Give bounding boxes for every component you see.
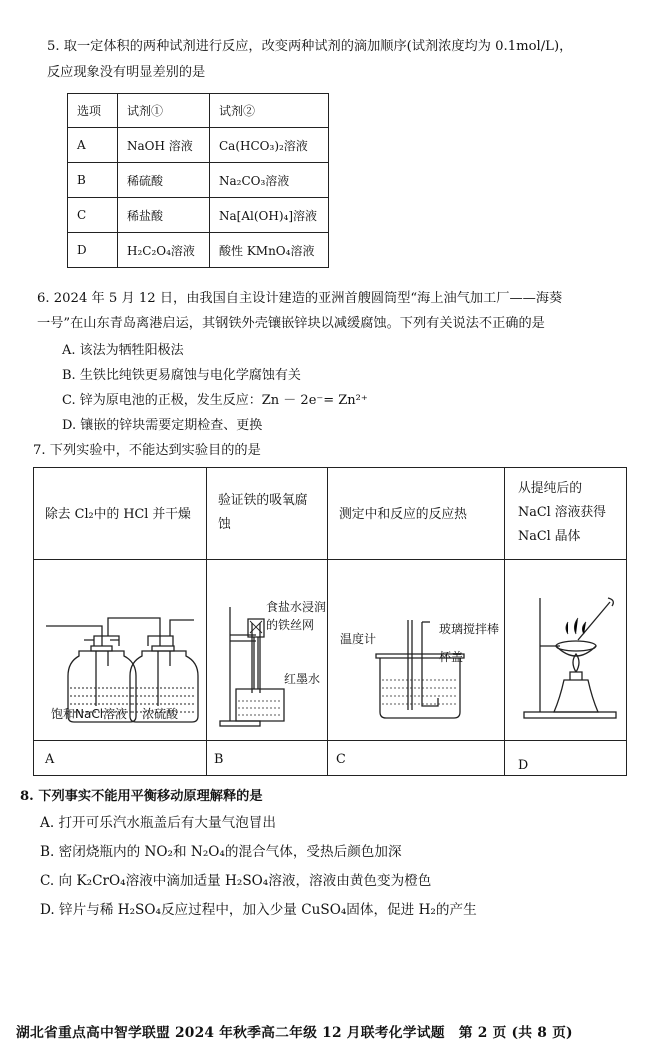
row-reagent-1: NaOH 溶液 <box>118 128 210 163</box>
q6-stem-line1: 6. 2024 年 5 月 12 日，由我国自主设计建造的亚洲首艘圆筒型“海上油气加工厂——海葵 <box>37 291 563 306</box>
q5-stem-line2: 反应现象没有明显差别的是 <box>47 65 206 80</box>
label-iron-wire-mesh: 的铁丝网 <box>266 618 315 632</box>
q8-option-c: C. 向 K₂CrO₄溶液中滴加适量 H₂SO₄溶液，溶液由黄色变为橙色 <box>40 873 432 889</box>
purpose-b-line1: 验证铁的吸氧腐 <box>218 493 308 508</box>
answer-d: D <box>518 758 529 773</box>
label-salt-water-soaked: 食盐水浸润 <box>266 600 327 614</box>
row-reagent-2: 酸性 KMnO₄溶液 <box>210 233 329 268</box>
row-option: C <box>68 198 118 233</box>
divider <box>206 468 207 775</box>
purpose-a: 除去 Cl₂中的 HCl 并干燥 <box>45 507 191 522</box>
q7-experiment-table <box>33 467 627 776</box>
q6-option-c: C. 锌为原电池的正极，发生反应：Zn － 2e⁻= Zn²⁺ <box>62 393 368 408</box>
q5-table <box>67 93 329 268</box>
row-reagent-2: Na[Al(OH)₄]溶液 <box>210 198 329 233</box>
divider <box>504 468 505 775</box>
answer-c: C <box>336 752 346 767</box>
table-row <box>68 128 329 163</box>
label-saturated-nacl: 饱和NaCl溶液 <box>51 707 128 721</box>
row-reagent-1: 稀盐酸 <box>118 198 210 233</box>
table-row <box>68 163 329 198</box>
row-reagent-1: H₂C₂O₄溶液 <box>118 233 210 268</box>
row-option: A <box>68 128 118 163</box>
q8-option-b: B. 密闭烧瓶内的 NO₂和 N₂O₄的混合气体，受热后颜色加深 <box>40 844 402 860</box>
q6-option-a: A. 该法为牺牲阳极法 <box>62 343 184 358</box>
purpose-d-line2: NaCl 溶液获得 <box>518 505 606 520</box>
table-row <box>68 198 329 233</box>
label-cup-lid: 杯盖 <box>439 650 464 664</box>
q8-option-d: D. 锌片与稀 H₂SO₄反应过程中，加入少量 CuSO₄固体，促进 H₂的产生 <box>40 902 477 918</box>
label-red-ink: 红墨水 <box>284 672 321 686</box>
divider <box>327 468 328 775</box>
row-reagent-2: Na₂CO₃溶液 <box>210 163 329 198</box>
header-option: 选项 <box>68 94 118 128</box>
q6-option-b: B. 生铁比纯铁更易腐蚀与电化学腐蚀有关 <box>62 368 301 383</box>
purpose-d-line3: NaCl 晶体 <box>518 529 581 544</box>
row-option: D <box>68 233 118 268</box>
row-reagent-2: Ca(HCO₃)₂溶液 <box>210 128 329 163</box>
q6-option-d: D. 镶嵌的锌块需要定期检查、更换 <box>62 418 263 433</box>
header-reagent-1: 试剂① <box>118 94 210 128</box>
diagram-d-evaporation <box>520 588 620 728</box>
divider <box>34 740 626 741</box>
q8-stem: 8. 下列事实不能用平衡移动原理解释的是 <box>20 789 263 804</box>
purpose-c: 测定中和反应的反应热 <box>339 507 467 522</box>
label-thermometer: 温度计 <box>340 632 377 646</box>
label-conc-sulfuric-acid: 浓硫酸 <box>142 707 179 721</box>
q5-stem-line1: 5. 取一定体积的两种试剂进行反应，改变两种试剂的滴加顺序(试剂浓度均为 0.1mol/L)， <box>47 39 573 54</box>
q6-stem-line2: 一号”在山东青岛离港启运，其钢铁外壳镶嵌锌块以减缓腐蚀。下列有关说法不正确的是 <box>37 316 545 331</box>
answer-b: B <box>214 752 224 767</box>
purpose-b-line2: 蚀 <box>218 517 231 532</box>
q8-option-a: A. 打开可乐汽水瓶盖后有大量气泡冒出 <box>40 815 276 831</box>
page-footer: 湖北省重点高中智学联盟 2024 年秋季高二年级 12 月联考化学试题 第 2 页 (共 8 页) <box>16 1025 573 1041</box>
divider <box>34 559 626 560</box>
q7-stem: 7. 下列实验中，不能达到实验目的的是 <box>33 443 261 458</box>
answer-a: A <box>45 752 55 767</box>
table-row <box>68 233 329 268</box>
purpose-d-line1: 从提纯后的 <box>518 481 582 496</box>
table-header-row <box>68 94 329 128</box>
header-reagent-2: 试剂② <box>210 94 329 128</box>
row-reagent-1: 稀硫酸 <box>118 163 210 198</box>
label-glass-stirrer: 玻璃搅拌棒 <box>439 622 500 636</box>
row-option: B <box>68 163 118 198</box>
